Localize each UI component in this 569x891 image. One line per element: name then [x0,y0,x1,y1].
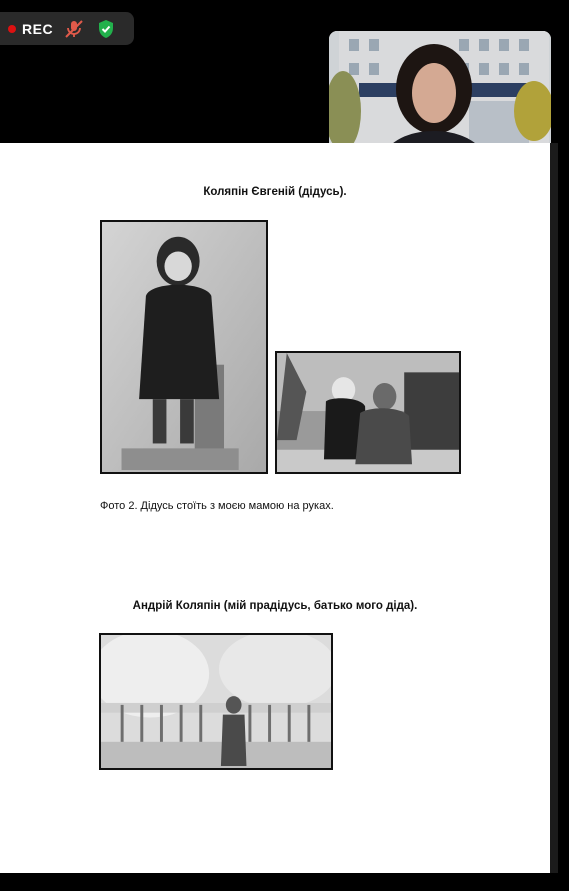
heading-great-grandfather: Андрій Коляпін (мій прадідусь, батько мого діда). [132,600,418,612]
photo-great-grandfather-yard [99,633,333,770]
page-scrollbar[interactable] [550,143,558,873]
shield-check-icon[interactable] [95,18,117,40]
photo-caption-2: Фото 2. Дідусь стоїть з моєю мамою на руках. [100,500,334,512]
recording-label: REC [22,20,54,37]
recording-indicator [0,12,134,45]
microphone-muted-icon[interactable] [63,18,85,40]
shared-document-page [0,143,550,873]
photo-grandfather-with-child [275,351,461,474]
photo-child-on-chair [100,220,268,474]
record-dot-icon [8,25,16,33]
heading-grandfather: Коляпін Євгеній (дідусь). [203,186,347,198]
